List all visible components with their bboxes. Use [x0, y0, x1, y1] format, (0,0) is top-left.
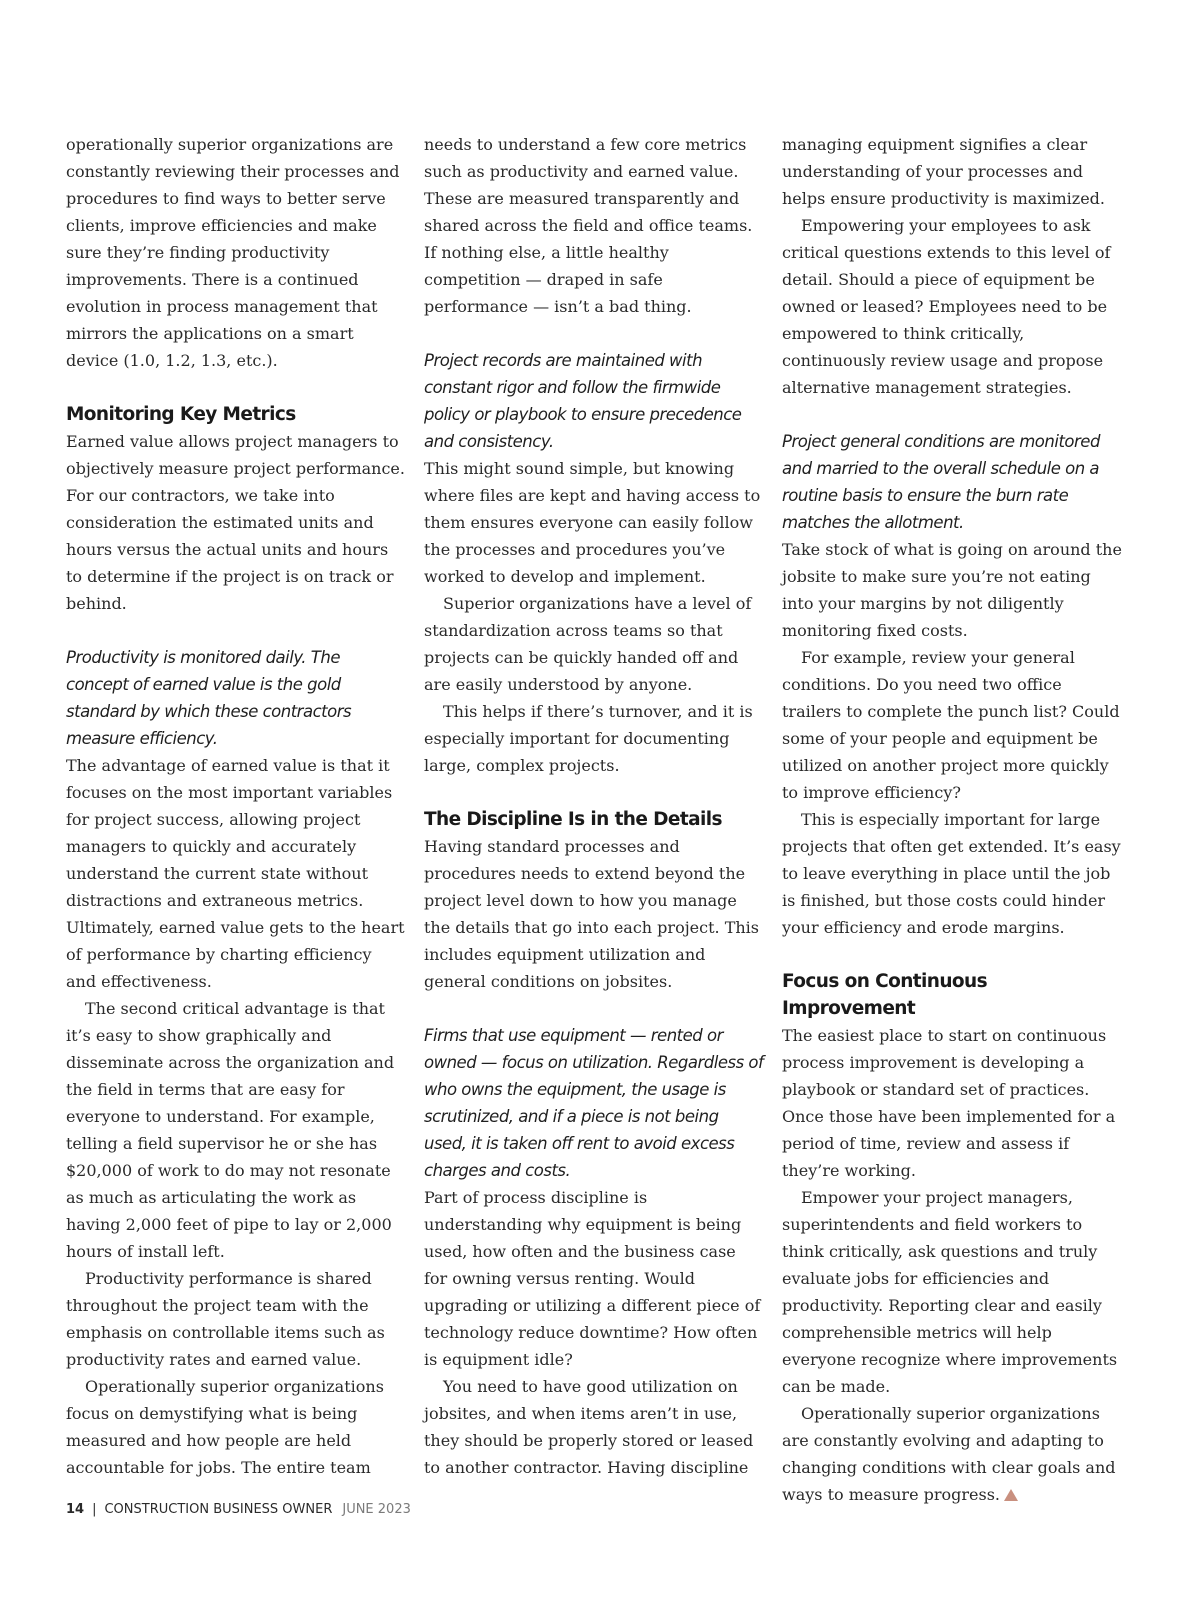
footer-separator: | — [92, 1502, 97, 1517]
paragraph: Empowering your employees to ask critical questions extends to this level of detail. Should a piece of equipment be owned or leased? Employees need to be empowered to think critically, continuously review usage and propose alternative management strategies. — [782, 216, 1111, 397]
section-heading-monitoring-key-metrics: Monitoring Key Metrics — [66, 404, 296, 425]
paragraph: For example, review your general conditions. Do you need two office trailers to complete the punch list? Could some of your people and equipment be utilized on another project more quickly to improve efficiency? — [782, 648, 1120, 802]
page-number: 14 — [66, 1502, 85, 1517]
issue-date: JUNE 2023 — [342, 1502, 411, 1517]
article-column-3 — [782, 131, 1122, 1508]
page-footer — [66, 1502, 411, 1517]
paragraph: Superior organizations have a level of standardization across teams so that projects can be quickly handed off and are easily understood by anyone. — [424, 594, 752, 694]
paragraph: operationally superior organizations are constantly reviewing their processes and procedures to find ways to better serve clients, improve efficiencies and make sure they’re finding productivity improvements. There is a continued evolution in process management that mirrors the applications on a smart device (1.0, 1.2, 1.3, etc.). — [66, 135, 400, 370]
paragraph: You need to have good utilization on jobsites, and when items aren’t in use, they should be properly stored or leased to another contractor. Having discipline — [424, 1377, 754, 1477]
end-of-article-triangle-icon — [1004, 1489, 1018, 1501]
lead-statement: Project general conditions are monitored and married to the overall schedule on a routine basis to ensure the burn rate matches the allotment. — [782, 432, 1100, 532]
paragraph: Part of process discipline is understanding why equipment is being used, how often and the business case for owning versus renting. Would upgrading or utilizing a different piece of technology reduce downtime? How often is equipment idle? — [424, 1188, 761, 1369]
paragraph: This might sound simple, but knowing where files are kept and having access to them ensures everyone can easily follow the processes and procedures you’ve worked to develop and implement. — [424, 459, 761, 586]
paragraph: Earned value allows project managers to objectively measure project performance. For our contractors, we take into consideration the estimated units and hours versus the actual units and hours to determine if the project is on track or behind. — [66, 432, 405, 613]
paragraph: This is especially important for large projects that often get extended. It’s easy to leave everything in place until the job is finished, but those costs could hinder your efficiency and erode margins. — [782, 810, 1121, 937]
paragraph: This helps if there’s turnover, and it is especially important for documenting large, complex projects. — [424, 702, 753, 775]
lead-statement: Project records are maintained with constant rigor and follow the firmwide policy or playbook to ensure precedence and consistency. — [424, 351, 742, 451]
paragraph: Having standard processes and procedures needs to extend beyond the project level down to how you manage the details that go into each project. This includes equipment utilization and general conditions on jobsites. — [424, 837, 759, 991]
lead-statement: Firms that use equipment — rented or owned — focus on utilization. Regardless of who owns the equipment, the usage is scrutinized, and if a piece is not being used, it is taken off rent to avoid excess charges and costs. — [424, 1026, 764, 1180]
section-heading-focus-continuous-improvement: Focus on Continuous Improvement — [782, 971, 987, 1019]
paragraph: The second critical advantage is that it’s easy to show graphically and disseminate across the organization and the field in terms that are easy for everyone to understand. For example, telling a field supervisor he or she has $20,000 of work to do may not resonate as much as articulating the work as having 2,000 feet of pipe to lay or 2,000 hours of install left. — [66, 999, 395, 1261]
closing-paragraph — [782, 1400, 1122, 1508]
article-column-2 — [424, 131, 764, 1481]
paragraph: Productivity performance is shared throughout the project team with the emphasis on controllable items such as productivity rates and earned value. — [66, 1269, 385, 1369]
paragraph: Take stock of what is going on around the jobsite to make sure you’re not eating into your margins by not diligently monitoring fixed costs. — [782, 540, 1122, 640]
paragraph: The easiest place to start on continuous process improvement is developing a playbook or standard set of practices. Once those have been implemented for a period of time, review and assess if they’re working. — [782, 1026, 1116, 1180]
article-column-1 — [66, 131, 406, 1481]
closing-paragraph-text: Operationally superior organizations are constantly evolving and adapting to changing conditions with clear goals and ways to measure progress. — [782, 1404, 1116, 1504]
section-heading-discipline-in-details: The Discipline Is in the Details — [424, 809, 722, 830]
paragraph: managing equipment signifies a clear understanding of your processes and helps ensure productivity is maximized. — [782, 135, 1105, 208]
paragraph: Operationally superior organizations focus on demystifying what is being measured and how people are held accountable for jobs. The entire team — [66, 1377, 384, 1477]
publication-name: CONSTRUCTION BUSINESS OWNER — [104, 1502, 333, 1517]
lead-statement: Productivity is monitored daily. The concept of earned value is the gold standard by which these contractors measure efficiency. — [66, 648, 352, 748]
paragraph: The advantage of earned value is that it focuses on the most important variables for project success, allowing project managers to quickly and accurately understand the current state without distractions and extraneous metrics. Ultimately, earned value gets to the heart of performance by charting efficiency and effectiveness. — [66, 756, 405, 991]
paragraph: Empower your project managers, superintendents and field workers to think critically, ask questions and truly evaluate jobs for efficiencies and productivity. Reporting clear and easily comprehensible metrics will help everyone recognize where improvements can be made. — [782, 1188, 1118, 1396]
paragraph: needs to understand a few core metrics such as productivity and earned value. These are measured transparently and shared across the field and office teams. If nothing else, a little healthy competition — draped in safe performance — isn’t a bad thing. — [424, 135, 753, 316]
